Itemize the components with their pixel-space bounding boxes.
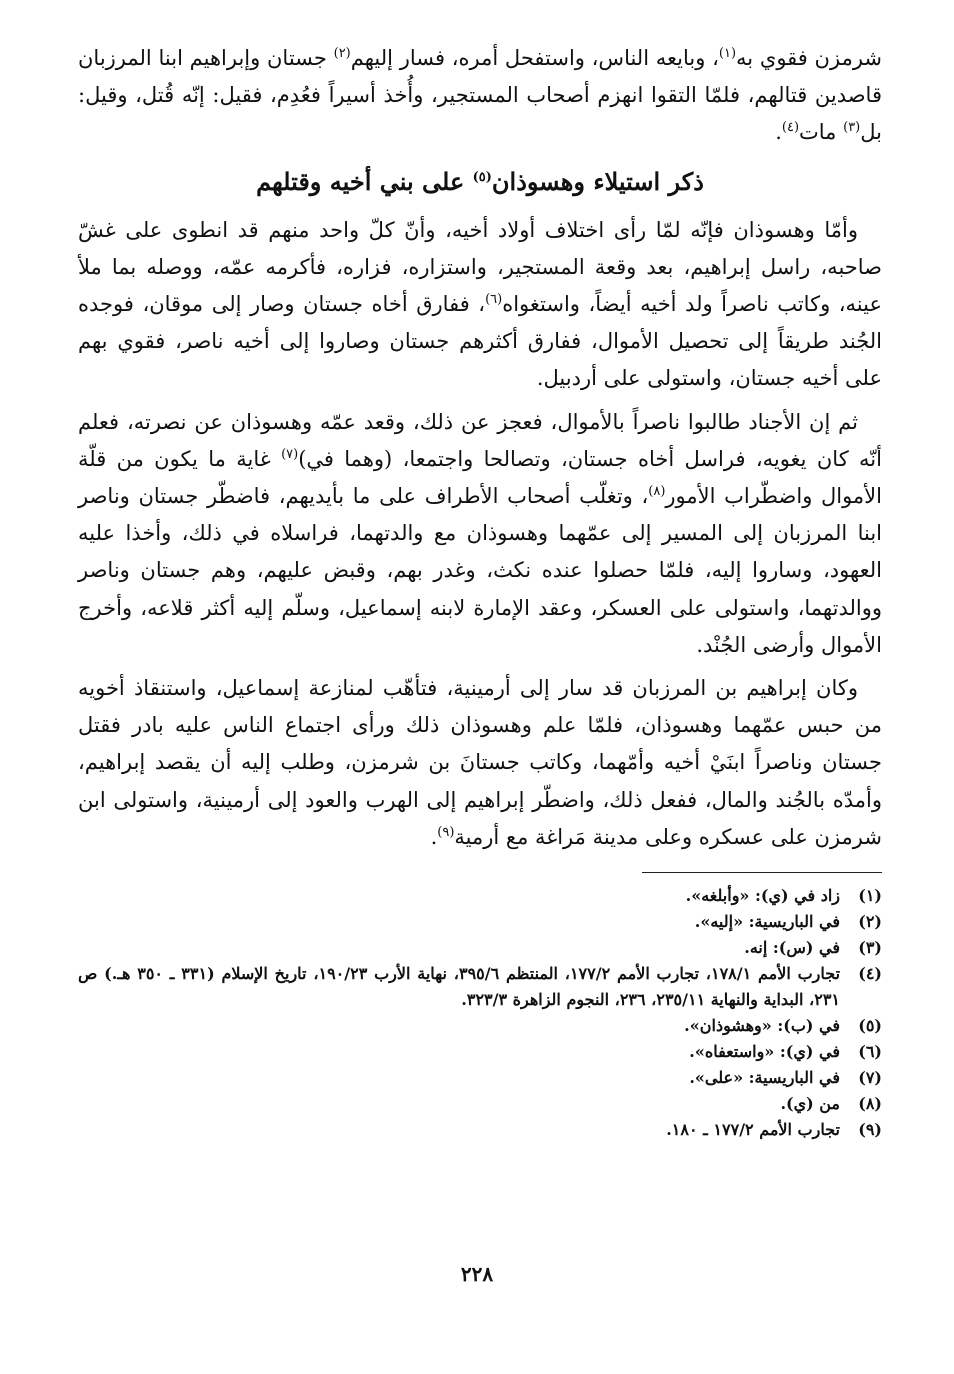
footnotes-list (78, 883, 882, 1143)
paragraph-2 (78, 212, 882, 398)
footnote-text: من (ي). (780, 1094, 840, 1114)
footnote-ref: (٤) (781, 120, 800, 136)
footnote-number: (٨) (858, 1094, 882, 1114)
footnote-ref: (٧) (281, 446, 299, 462)
footnote-item (78, 1013, 882, 1039)
paragraph-text: . (430, 824, 438, 849)
footnote-divider (642, 872, 882, 873)
footnote-item (78, 883, 882, 909)
footnote-number: (٢) (858, 912, 882, 932)
footnote-text: في (ي): «واستعفاه». (689, 1042, 840, 1062)
paragraph-1 (78, 40, 882, 152)
paragraph-4 (78, 670, 882, 856)
footnote-item (78, 1039, 882, 1065)
footnote-ref: (٣) (843, 120, 861, 136)
footnote-number: (٤) (858, 964, 882, 984)
footnote-text: في الباريسية: «إليه». (694, 912, 840, 932)
paragraph-text: ثم إن الأجناد طالبوا ناصراً بالأموال، فعجز عن ذلك، وقعد عمّه وهسوذان عن نصرته، فعلم أنّه كان يغويه، فراسل أخاه جستان، وتصالحا واجتمعا، (وهما في) (78, 409, 882, 471)
footnote-number: (٧) (858, 1068, 882, 1088)
footnote-ref: (١) (718, 46, 737, 61)
paragraph-text: وكان إبراهيم بن المرزبان قد سار إلى أرمينية، فتأهّب لمنازعة إسماعيل، واستنقاذ أخويه من حبس عمّهما وهسوذان، فلمّا علم وهسوذان ذلك ورأى اجتماع الناس عليه بادر فقتل جستان وناصراً ابنَيْ أخيه وأمّهما، وكاتب جستانَ بن شرمزن، وطلب إليه أن يقصد إبراهيم، وأمدّه بالجُند والمال، ففعل ذلك، واضطّر إبراهيم إلى الهرب والعود إلى أرمينية، واستولى ابن شرمزن على عسكره وعلى مدينة مَراغة مع أرمية (78, 676, 882, 849)
footnote-text: زاد في (ي): «وأبلغه». (685, 886, 840, 906)
footnote-number: (٣) (858, 938, 882, 958)
footnote-ref: (٩) (437, 824, 455, 840)
footnote-text: في الباريسية: «على». (689, 1068, 840, 1088)
footnote-number: (١) (858, 886, 882, 906)
footnote-number: (٦) (858, 1042, 882, 1062)
footnote-item (78, 1091, 882, 1117)
heading-text-end: على بني أخيه وقتلهم (256, 166, 473, 196)
paragraph-text: شرمزن فقوي به (736, 46, 883, 70)
footnote-ref: (٢) (333, 46, 351, 61)
footnote-ref: (٨) (648, 484, 666, 500)
paragraph-text: غاية ما يكون من قلّة الأموال واضطّراب الأمور (78, 446, 882, 509)
footnote-item (78, 1117, 882, 1143)
paragraph-text: جستان وإبراهيم ابنا المرزبان قاصدين قتالهم، فلمّا التقوا انهزم أصحاب المستجير، وأُخذ أسيراً فعُدِم، فقيل: إنّه قُتل، وقيل: بل (78, 46, 882, 145)
paragraph-text: وأمّا وهسوذان فإنّه لمّا رأى اختلاف أولاد أخيه، وأنّ كلّ واحد منهم قد انطوى على غشّ صاحبه، راسل إبراهيم، بعد وقعة المستجير، واستزاره، فزاره، فأكرمه عمّه، ووصله بما ملأ عينه، وكاتب ناصراً ولد أخيه أيضاً، واستغواه (78, 217, 883, 317)
page-number: ٢٢٨ (460, 1262, 494, 1286)
paragraph-text: . (775, 120, 782, 145)
paragraph-3 (78, 404, 882, 664)
paragraph-text: ، وتغلّب أصحاب الأطراف على ما بأيديهم، فاضطّر جستان وناصر ابنا المرزبان إلى المسير إلى عمّهما وهسوذان مع والدتهما، فراسلاه في ذلك، وأخذا عليه العهود، وساروا إليه، فلمّا حصلوا عنده نكث، وغدر بهم، وقبض عليهم، وهم جستان وناصر ووالدتهما، واستولى على العسكر، وعقد الإمارة لابنه إسماعيل، وسلّم إليه أكثر قلاعه، وأخرج الأموال وأرضى الجُنْد. (78, 484, 882, 657)
section-heading (78, 164, 882, 200)
footnote-ref: (٦) (485, 292, 503, 308)
paragraph-text: مات (799, 120, 844, 145)
footnote-item (78, 909, 882, 935)
footnote-text: في (س): إنه. (744, 938, 840, 958)
footnote-number: (٩) (858, 1120, 882, 1140)
paragraph-text: ، وبايعه الناس، واستفحل أمره، فسار إليهم (350, 46, 719, 70)
footnote-text: في (ب): «وهشوذان». (684, 1016, 840, 1036)
footnote-item (78, 961, 882, 1013)
footnote-number: (٥) (858, 1016, 882, 1036)
footnote-text: تجارب الأمم ١٧٧/٢ ـ ١٨٠. (666, 1120, 840, 1140)
heading-text-start: ذكر استيلاء وهسوذان (491, 166, 704, 196)
footnote-text: تجارب الأمم ١٧٨/١، تجارب الأمم ١٧٧/٢، المنتظم ٣٩٥/٦، نهاية الأرب ١٩٠/٢٣، تاريخ الإسلام (٣٣١ ـ ٣٥٠ هـ.) ص ٢٣١، البداية والنهاية ٢٣٥/١١، ٢٣٦، النجوم الزاهرة ٣٢٣/٣. (78, 964, 841, 1010)
footnote-item (78, 1065, 882, 1091)
paragraph-text: ، ففارق أخاه جستان وصار إلى موقان، فوجده الجُند طريقاً إلى تحصيل الأموال، ففارق أكثرهم جستان وصاروا إلى أخيه ناصر، فقوي بهم على أخيه جستان، واستولى على أردبيل. (78, 292, 882, 391)
heading-footnote-ref: (٥) (472, 169, 492, 185)
footnote-item (78, 935, 882, 961)
